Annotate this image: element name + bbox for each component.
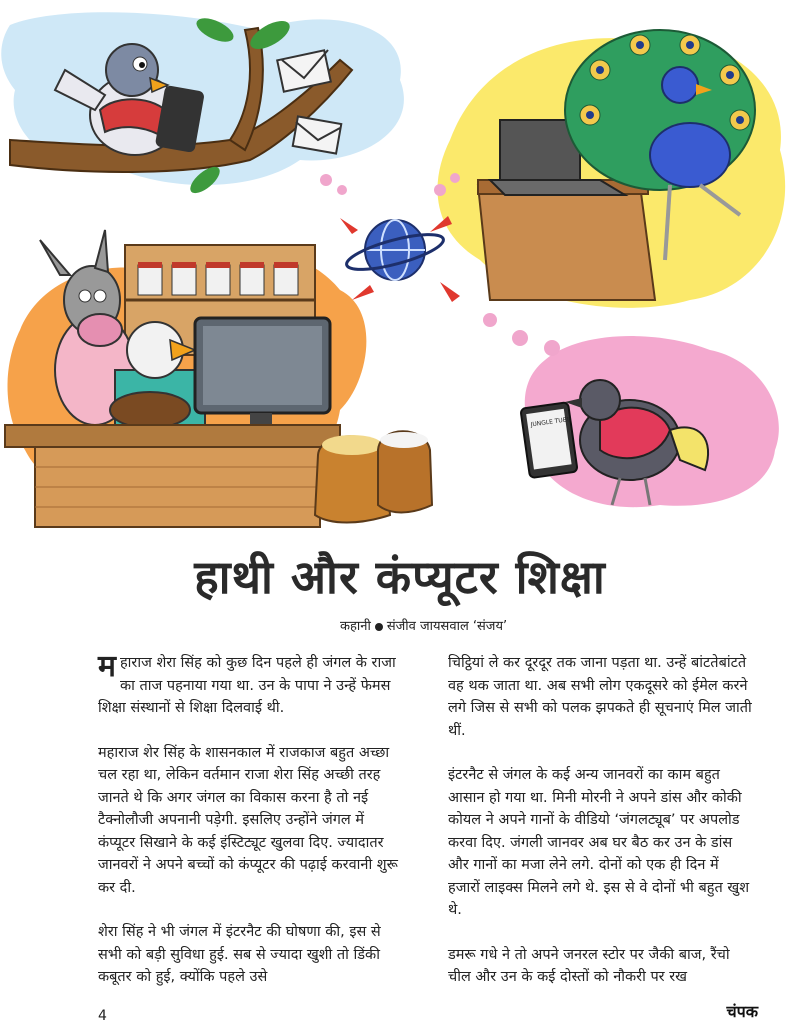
grain-sacks: [315, 431, 432, 522]
tablet-device: [520, 402, 578, 478]
email-envelope-icon: [293, 116, 342, 153]
paragraph: डमरू गधे ने तो अपने जनरल स्टोर पर जैकी बाज, रैंचो चील और उन के कई दोस्तों को नौकरी पर रख: [448, 946, 730, 985]
drop-cap: म: [98, 649, 116, 684]
tablet-screen-label: JUNGLE TUBE: [530, 415, 572, 429]
paragraph: इंटरनैट से जंगल के कई अन्य जानवरों का काम बहुत आसान हो गया था. मिनी मोरनी ने अपने डांस और कोकी कोयल ने अपने गानों के वीडियो ‘जंगलट्यूब’ पर अपलोड करवा दिए. जंगली जानवर अब घर बैठ कर उन के डांस और गानों का मजा लेने लगे. दोनों को एक ही दिन में हजारों लाइक्स मिलने लगे थे. इस से वे दोनों भी बहुत खुश थे.: [448, 767, 750, 918]
byline-author: संजीव जायसवाल ‘संजय’: [386, 619, 508, 634]
paragraph: [98, 649, 403, 720]
paragraph: महाराज शेर सिंह के शासनकाल में राजकाज बहुत अच्छा चल रहा था, लेकिन वर्तमान राजा शेरा सिंह अच्छी तरह जानते थे कि अगर जंगल का विकास करना है तो नई टैक्नोलौजी अपनानी पड़ेगी. इसलिए उन्होंने जंगल में कंप्यूटर सिखाने के कई इंस्टिट्यूट खुलवा दिए. ज्यादातर जानवरों ने अपने बच्चों को कंप्यूटर की पढ़ाई करवानी शुरू कर दी.: [98, 744, 398, 896]
bullet-dot-icon: [375, 623, 383, 631]
magazine-logo: चंपक: [726, 1002, 758, 1021]
shop-counter: [5, 425, 340, 527]
byline: [340, 616, 507, 634]
paragraph: शेरा सिंह ने भी जंगल में इंटरनैट की घोषणा की, इस से सभी को बड़ी सुविधा हुई. सब से ज्यादा खुशी तो डिंकी कबूतर को हुई, क्योंकि पहले उसे: [98, 924, 381, 985]
byline-genre: कहानी: [340, 619, 371, 634]
story-title: हाथी और कंप्यूटर शिक्षा: [194, 550, 606, 604]
paragraph: चिट्ठियां ले कर दूरदूर तक जाना पड़ता था. उन्हें बांटतेबांटते वह थक जाता था. अब सभी लोग एकदूसरे को ईमेल करने लगे जिस से सभी को पलक झपकते ही सूचनाएं मिल जाती थीं.: [448, 655, 752, 739]
paragraph-text: हाराज शेरा सिंह को कुछ दिन पहले ही जंगल के राजा का ताज पहनाया गया था. उन के पापा ने उन्हें फेमस शिक्षा संस्थानों से शिक्षा दिलवाई थी.: [98, 655, 396, 716]
globe-icon: [344, 220, 447, 280]
page-number: 4: [98, 1008, 107, 1024]
left-column: [98, 649, 403, 1011]
right-column: [448, 652, 753, 1011]
